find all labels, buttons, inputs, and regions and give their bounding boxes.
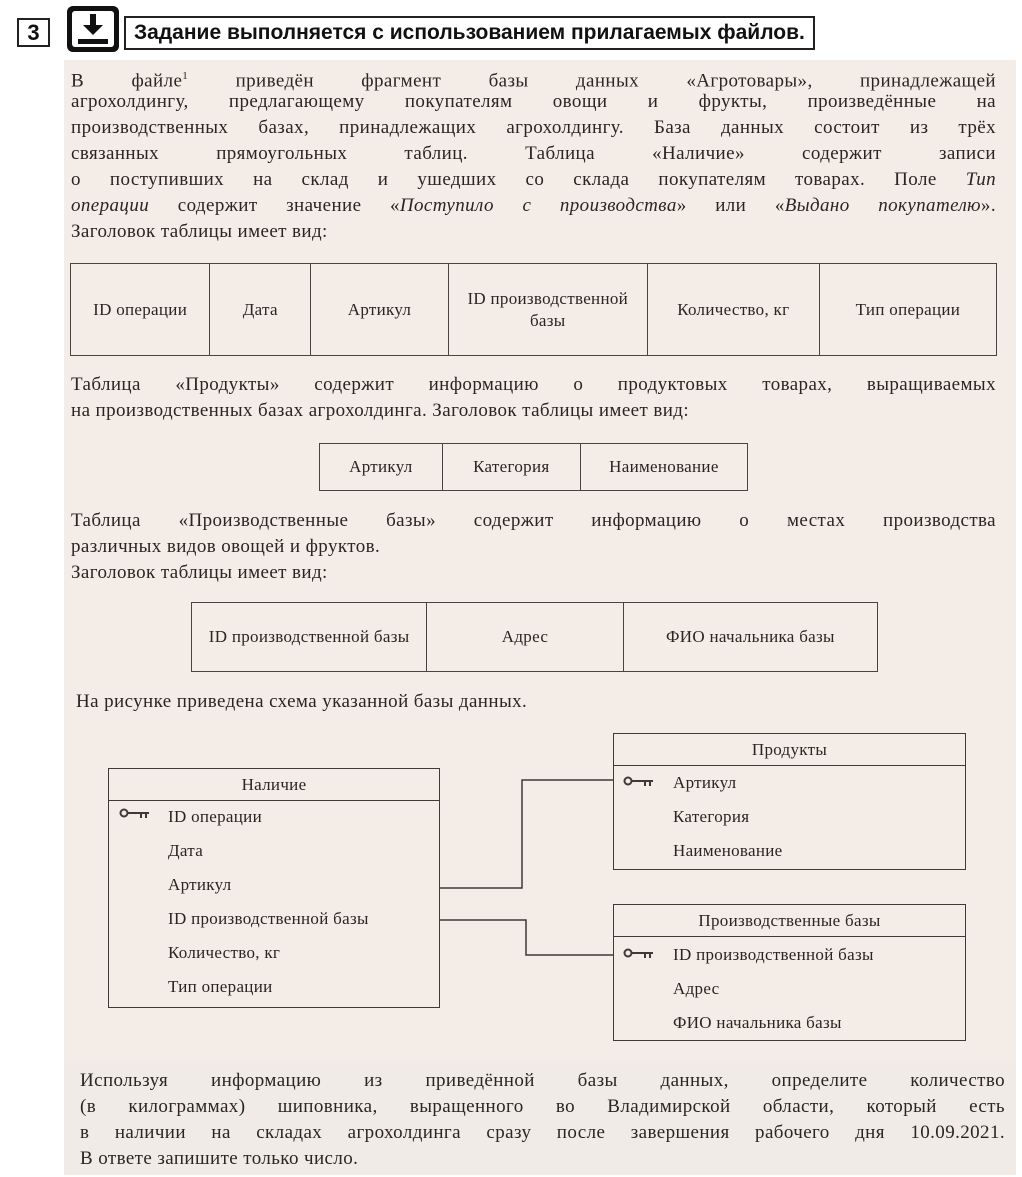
field-category: Категория bbox=[673, 807, 750, 826]
question-paragraph bbox=[80, 1068, 1005, 1172]
field-article: Артикул bbox=[168, 875, 232, 894]
intro-line-5: о поступивших на склад и ушедших со склада покупателям товарах. Поле Тип bbox=[71, 169, 996, 190]
bases-line-3: Заголовок таблицы имеет вид: bbox=[71, 562, 328, 583]
products-line-1: Таблица «Продукты» содержит информацию о продуктовых товарах, выращиваемых bbox=[71, 374, 996, 395]
col-operation-type: Тип операции bbox=[819, 264, 996, 356]
intro-line-7: Заголовок таблицы имеет вид: bbox=[71, 221, 328, 242]
key-icon bbox=[623, 773, 655, 794]
entity-nalichie bbox=[108, 768, 440, 1008]
col-address: Адрес bbox=[427, 603, 624, 672]
products-line-2: на производственных базах агрохолдинга. Заголовок таблицы имеет вид: bbox=[71, 400, 690, 421]
col-id-operation: ID операции bbox=[71, 264, 210, 356]
entity-nalichie-title: Наличие bbox=[109, 769, 439, 801]
key-icon bbox=[623, 945, 655, 966]
field-id-base: ID производственной базы bbox=[168, 909, 369, 928]
header-title: Задание выполняется с использованием прилагаемых файлов. bbox=[124, 16, 815, 50]
intro-line-6: операции содержит значение «Поступило с производства» или «Выдано покупателю». bbox=[71, 195, 996, 216]
schema-caption: На рисунке приведена схема указанной базы данных. bbox=[76, 691, 528, 712]
col-date: Дата bbox=[210, 264, 311, 356]
col-head-name: ФИО начальника базы bbox=[623, 603, 877, 672]
col-article: Артикул bbox=[320, 444, 443, 491]
col-id-base: ID производственной базы bbox=[448, 264, 647, 356]
field-head-name: ФИО начальника базы bbox=[673, 1013, 842, 1032]
col-name: Наименование bbox=[580, 444, 747, 491]
bases-line-1: Таблица «Производственные базы» содержит информацию о местах производства bbox=[71, 510, 996, 531]
entity-products bbox=[613, 733, 966, 870]
entity-bases-title: Производственные базы bbox=[614, 905, 965, 937]
field-name: Наименование bbox=[673, 841, 783, 860]
bases-line-2: различных видов овощей и фруктов. bbox=[71, 536, 381, 557]
intro-line-3: производственных базах, принадлежащих агрохолдингу. База данных состоит из трёх bbox=[71, 117, 996, 138]
field-address: Адрес bbox=[673, 979, 720, 998]
question-line-4: В ответе запишите только число. bbox=[80, 1148, 359, 1169]
question-line-3: в наличии на складах агрохолдинга сразу после завершения рабочего дня 10.09.2021. bbox=[80, 1122, 1005, 1143]
col-article: Артикул bbox=[311, 264, 449, 356]
intro-line-4: связанных прямоугольных таблиц. Таблица «Наличие» содержит записи bbox=[71, 143, 996, 164]
intro-line-2: агрохолдингу, предлагающему покупателям овощи и фрукты, произведённые на bbox=[71, 91, 996, 112]
field-id-base: ID производственной базы bbox=[673, 945, 874, 964]
field-quantity: Количество, кг bbox=[168, 943, 281, 962]
field-date: Дата bbox=[168, 841, 204, 860]
col-category: Категория bbox=[442, 444, 580, 491]
task-number: 3 bbox=[17, 18, 50, 47]
question-line-1: Используя информацию из приведённой базы данных, определите количество bbox=[80, 1070, 1005, 1091]
field-operation-type: Тип операции bbox=[168, 977, 273, 996]
entity-bases bbox=[613, 904, 966, 1041]
question-line-2: (в килограммах) шиповника, выращенного во Владимирской области, который есть bbox=[80, 1096, 1005, 1117]
col-quantity: Количество, кг bbox=[647, 264, 819, 356]
key-icon bbox=[119, 805, 151, 826]
field-article: Артикул bbox=[673, 773, 737, 792]
intro-line-1: В файле$^1$ приведён фрагмент базы данных «Агротовары», принадлежащей bbox=[71, 70, 996, 92]
field-id-operation: ID операции bbox=[168, 807, 262, 826]
col-id-base: ID производственной базы bbox=[192, 603, 427, 672]
entity-products-title: Продукты bbox=[614, 734, 965, 766]
